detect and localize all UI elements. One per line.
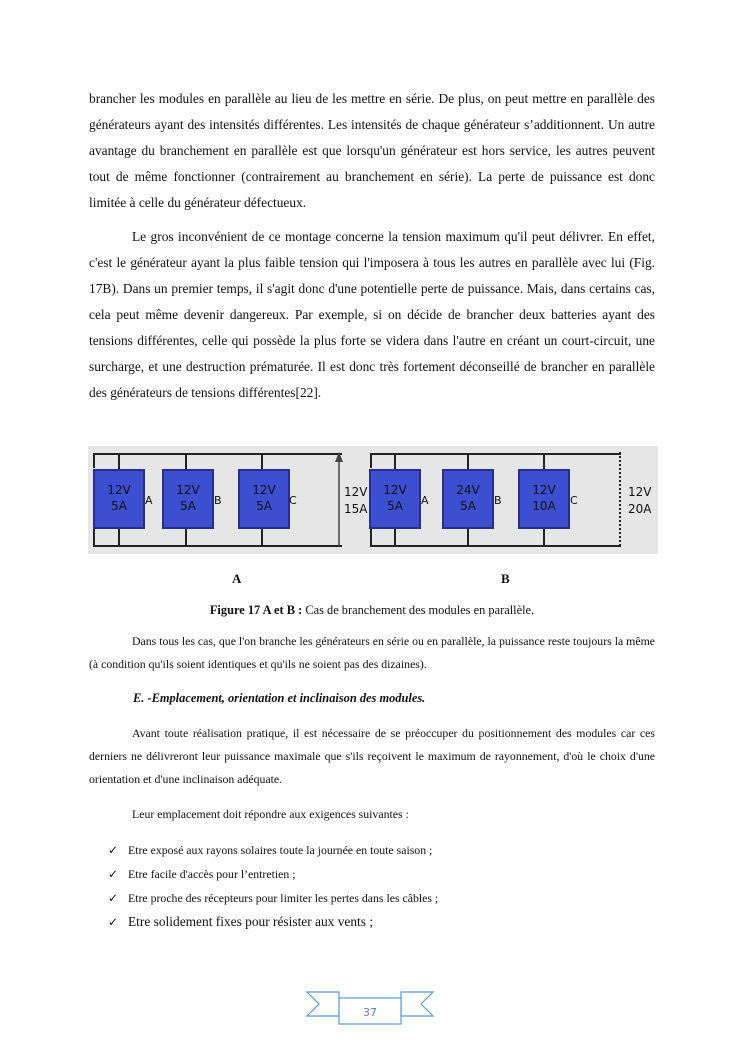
module-b2-current: 5A xyxy=(460,499,476,513)
module-a2-voltage: 12V xyxy=(176,483,200,497)
checkmark-icon: ✓ xyxy=(108,891,119,905)
figure-17-diagram xyxy=(88,446,658,554)
paragraph-parallel-advantages: brancher les modules en parallèle au lieu de les mettre en série. De plus, on peut mettre en parallèle des générateurs ayant des intensités différentes. Les intensités de chaque générateur s’additionnent. Un autre avantage du branchement en parallèle est que lorsqu'un générateur est hors service, les autres peuvent tout de même fonctionner (contrairement au branchement en série). La perte de puissance est donc limitée à celle du générateur défectueux. xyxy=(89,91,655,210)
page-number-badge xyxy=(305,990,435,1030)
module-a1-current: 5A xyxy=(111,499,127,513)
module-a1-voltage: 12V xyxy=(107,483,131,497)
checkmark-icon: ✓ xyxy=(108,867,119,881)
figure-caption-text: Cas de branchement des modules en parallèle. xyxy=(302,603,535,617)
module-a2-label: B xyxy=(214,494,222,507)
list-item: ✓ Etre exposé aux rayons solaires toute la journée en toute saison ; xyxy=(108,842,433,857)
section-heading: E. -Emplacement, orientation et inclinaison des modules. xyxy=(133,691,426,705)
checkmark-icon: ✓ xyxy=(108,915,119,929)
diagram-b-total-voltage: 12V xyxy=(628,485,652,499)
figure-label-b: B xyxy=(501,571,510,586)
module-b2-voltage: 24V xyxy=(456,483,480,497)
paragraph-positioning: Avant toute réalisation pratique, il est nécessaire de se préoccuper du positionnement des modules car ces derniers ne délivreront leur puissance maximale que s'ils reçoivent le maximum de rayonnement, d'où le choix d'une orientation et d'une inclinaison adéquate. xyxy=(89,726,655,786)
figure-caption-number: Figure 17 A et B : xyxy=(209,603,303,617)
module-a1-label: A xyxy=(145,494,153,507)
paragraph-requirements-intro: Leur emplacement doit répondre aux exigences suivantes : xyxy=(132,807,409,821)
module-b1-label: A xyxy=(421,494,429,507)
module-a3-label: C xyxy=(289,494,297,507)
module-a3-voltage: 12V xyxy=(252,483,276,497)
module-b1-current: 5A xyxy=(387,499,403,513)
module-b1-voltage: 12V xyxy=(383,483,407,497)
figure-label-a: A xyxy=(232,571,242,586)
page-number: 37 xyxy=(363,1006,377,1019)
module-b2-label: B xyxy=(494,494,502,507)
module-b3-label: C xyxy=(570,494,578,507)
list-item: ✓ Etre solidement fixes pour résister aux vents ; xyxy=(108,914,374,929)
diagram-b-total-current: 20A xyxy=(628,502,652,516)
diagram-a-total-current: 15A xyxy=(344,502,368,516)
module-b3-current: 10A xyxy=(532,499,556,513)
checkmark-icon: ✓ xyxy=(108,843,119,857)
paragraph-parallel-drawback: Le gros inconvénient de ce montage concerne la tension maximum qu'il peut délivrer. En effet, c'est le générateur ayant la plus faible tension qui l'imposera à tous les autres en parallèle avec lui (Fig. 17B). Dans un premier temps, il s'agit donc d'une potentielle perte de puissance. Mais, dans certains cas, cela peut même devenir dangereux. Par exemple, si on décide de brancher deux batteries ayant des tensions différentes, celle qui possède la plus forte se videra dans l'autre en créant un court-circuit, une surcharge, et une destruction prématurée. Il est donc très fortement déconseillé de brancher en parallèle des générateurs de tensions différentes[22]. xyxy=(89,229,655,400)
diagram-a-total-voltage: 12V xyxy=(344,485,368,499)
list-item: ✓ Etre proche des récepteurs pour limiter les pertes dans les câbles ; xyxy=(108,890,439,905)
module-a2-current: 5A xyxy=(180,499,196,513)
ribbon-icon xyxy=(305,990,435,1030)
list-item: ✓ Etre facile d'accès pour l’entretien ; xyxy=(108,866,296,881)
figure-caption xyxy=(89,603,655,618)
module-a3-current: 5A xyxy=(256,499,272,513)
module-b3-voltage: 12V xyxy=(532,483,556,497)
paragraph-power-constant: Dans tous les cas, que l'on branche les générateurs en série ou en parallèle, la puissance reste toujours la même (à condition qu'ils soient identiques et qu'ils ne soient pas des dizaines). xyxy=(89,634,655,671)
requirements-list xyxy=(108,838,438,934)
